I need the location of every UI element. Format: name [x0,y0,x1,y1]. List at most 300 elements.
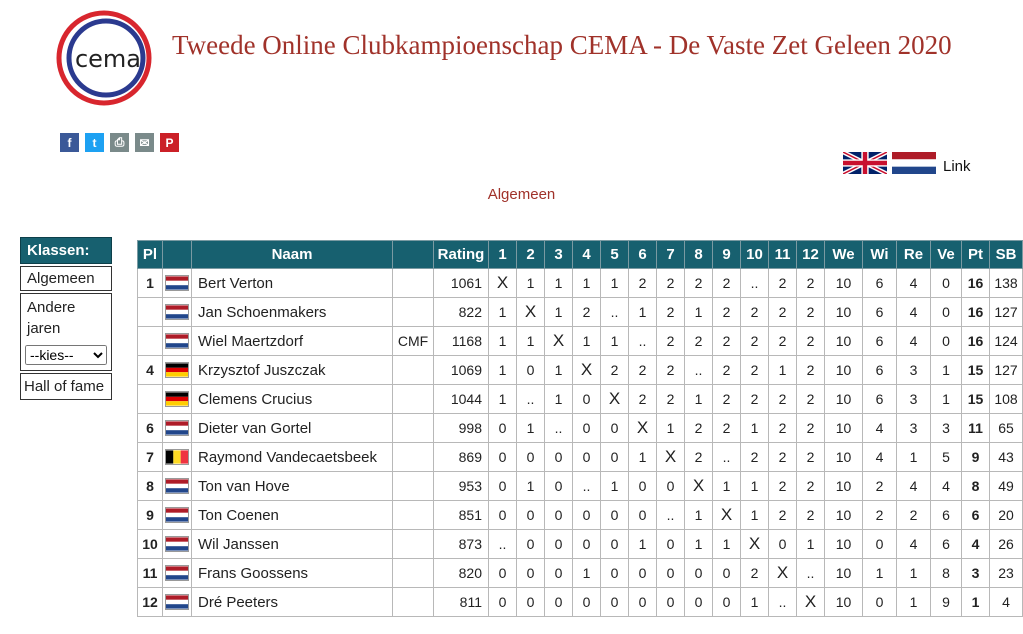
rating-cell: 873 [434,530,489,559]
points-cell: 15 [962,356,990,385]
result-cell: 0 [573,443,601,472]
column-header: 5 [601,241,629,269]
column-header: 6 [629,241,657,269]
games-cell: 10 [825,414,863,443]
losses-cell: 3 [931,414,962,443]
result-cell: 2 [685,269,713,298]
result-cell: 2 [629,356,657,385]
result-cell: X [685,472,713,501]
result-cell: 2 [713,414,741,443]
language-flags [843,152,936,174]
column-header [393,241,434,269]
losses-cell: 8 [931,559,962,588]
result-cell: 1 [545,298,573,327]
column-header: 1 [489,241,517,269]
sb-cell: 43 [990,443,1023,472]
draws-cell: 3 [897,356,931,385]
table-row [138,414,1023,443]
draws-cell: 4 [897,530,931,559]
result-cell: 2 [741,385,769,414]
result-cell: .. [545,414,573,443]
result-cell: 0 [517,530,545,559]
result-cell: 2 [713,356,741,385]
result-cell: 2 [657,298,685,327]
rating-cell: 869 [434,443,489,472]
column-header: 7 [657,241,685,269]
result-cell: 0 [545,501,573,530]
games-cell: 10 [825,472,863,501]
games-cell: 10 [825,327,863,356]
games-cell: 10 [825,559,863,588]
result-cell: 2 [797,356,825,385]
column-header: 8 [685,241,713,269]
result-cell: X [713,501,741,530]
result-cell: 2 [797,385,825,414]
player-title [393,472,434,501]
classes-header: Klassen: [20,237,112,264]
result-cell: 1 [741,588,769,617]
result-cell: 2 [797,327,825,356]
player-name[interactable]: Raymond Vandecaetsbeek [192,443,393,472]
result-cell: 0 [601,501,629,530]
flag-cell [163,298,192,327]
result-cell: 2 [769,385,797,414]
result-cell: 1 [545,356,573,385]
column-header: Wi [863,241,897,269]
result-cell: 0 [573,414,601,443]
result-cell: 1 [629,298,657,327]
result-cell: X [629,414,657,443]
result-cell: X [545,327,573,356]
player-name[interactable]: Ton van Hove [192,472,393,501]
result-cell: 1 [517,472,545,501]
result-cell: 1 [489,327,517,356]
result-cell: 2 [797,501,825,530]
flag-cell [163,385,192,414]
result-cell: .. [489,530,517,559]
page-title: Tweede Online Clubkampioenschap CEMA - De Vaste Zet Geleen 2020 [172,30,952,60]
flag-cell [163,530,192,559]
rating-cell: 822 [434,298,489,327]
player-title [393,530,434,559]
draws-cell: 4 [897,269,931,298]
column-header: Re [897,241,931,269]
result-cell: 1 [685,501,713,530]
result-cell: 1 [489,298,517,327]
result-cell: 0 [545,472,573,501]
result-cell: .. [769,588,797,617]
games-cell: 10 [825,530,863,559]
result-cell: 0 [685,588,713,617]
player-title [393,443,434,472]
result-cell: 0 [489,501,517,530]
wins-cell: 4 [863,414,897,443]
result-cell: 1 [545,385,573,414]
column-header: 2 [517,241,545,269]
result-cell: 2 [769,472,797,501]
standings-table [137,240,1023,617]
player-title [393,356,434,385]
table-row [138,327,1023,356]
losses-cell: 5 [931,443,962,472]
result-cell: 0 [489,414,517,443]
wins-cell: 6 [863,327,897,356]
draws-cell: 4 [897,327,931,356]
result-cell: 2 [713,385,741,414]
uk-flag-icon[interactable] [843,152,887,174]
table-row [138,530,1023,559]
table-header-row [138,241,1023,269]
section-subtitle: Algemeen [487,186,556,203]
result-cell: X [741,530,769,559]
losses-cell: 9 [931,588,962,617]
result-cell: 0 [545,559,573,588]
losses-cell: 4 [931,472,962,501]
place-cell [138,298,163,327]
column-header: 12 [797,241,825,269]
points-cell: 6 [962,501,990,530]
result-cell: 2 [741,356,769,385]
hall-of-fame-link[interactable]: Hall of fame [20,373,112,400]
de-flag-icon [165,362,189,378]
flag-cell [163,356,192,385]
pinterest-icon[interactable]: P [160,133,179,152]
sb-cell: 23 [990,559,1023,588]
result-cell: 1 [601,327,629,356]
table-row [138,356,1023,385]
result-cell: 0 [657,559,685,588]
games-cell: 10 [825,356,863,385]
class-algemeen[interactable]: Algemeen [20,266,112,291]
player-title [393,269,434,298]
flag-cell [163,588,192,617]
result-cell: 0 [573,588,601,617]
result-cell: X [769,559,797,588]
player-title [393,414,434,443]
player-title [393,298,434,327]
result-cell: 2 [769,414,797,443]
flag-cell [163,327,192,356]
column-header: 10 [741,241,769,269]
player-title [393,559,434,588]
result-cell: X [657,443,685,472]
result-cell: 2 [629,269,657,298]
result-cell: .. [517,385,545,414]
result-cell: 0 [769,530,797,559]
result-cell: 2 [713,298,741,327]
player-name[interactable]: Wil Janssen [192,530,393,559]
sb-cell: 127 [990,356,1023,385]
result-cell: 1 [573,559,601,588]
result-cell: .. [657,501,685,530]
sb-cell: 124 [990,327,1023,356]
draws-cell: 3 [897,385,931,414]
result-cell: 0 [517,588,545,617]
games-cell: 10 [825,269,863,298]
flag-cell [163,443,192,472]
nl-flag-icon [165,275,189,291]
flag-cell [163,414,192,443]
year-select[interactable] [25,345,107,365]
points-cell: 16 [962,269,990,298]
result-cell: 2 [741,443,769,472]
flag-cell [163,501,192,530]
be-flag-icon [165,449,189,465]
wins-cell: 6 [863,269,897,298]
player-name[interactable]: Ton Coenen [192,501,393,530]
losses-cell: 1 [931,356,962,385]
player-name[interactable]: Jan Schoenmakers [192,298,393,327]
result-cell: 2 [797,269,825,298]
flag-cell [163,472,192,501]
social-share-bar [60,133,179,152]
losses-cell: 6 [931,530,962,559]
result-cell: 0 [713,588,741,617]
print-icon[interactable]: ⎙ [110,133,129,152]
table-row [138,559,1023,588]
other-years-label: Andere jaren [27,299,76,337]
result-cell: 1 [601,472,629,501]
result-cell: 0 [489,472,517,501]
draws-cell: 1 [897,588,931,617]
place-cell [138,385,163,414]
result-cell: X [573,356,601,385]
column-header: Pl [138,241,163,269]
result-cell: 2 [741,327,769,356]
result-cell: 0 [545,530,573,559]
rating-cell: 811 [434,588,489,617]
player-name[interactable]: Krzysztof Juszczak [192,356,393,385]
result-cell: 0 [573,501,601,530]
column-header: 11 [769,241,797,269]
result-cell: 0 [629,588,657,617]
result-cell: 1 [573,327,601,356]
result-cell: 1 [685,385,713,414]
column-header [163,241,192,269]
player-name[interactable]: Clemens Crucius [192,385,393,414]
nl-flag-icon[interactable] [892,152,936,174]
result-cell: 2 [685,414,713,443]
column-header: We [825,241,863,269]
rating-cell: 1044 [434,385,489,414]
result-cell: 2 [769,501,797,530]
rating-cell: 851 [434,501,489,530]
points-cell: 3 [962,559,990,588]
table-row [138,472,1023,501]
sb-cell: 127 [990,298,1023,327]
points-cell: 11 [962,414,990,443]
player-name[interactable]: Dré Peeters [192,588,393,617]
draws-cell: 4 [897,298,931,327]
place-cell: 6 [138,414,163,443]
column-header: 3 [545,241,573,269]
nl-flag-icon [165,565,189,581]
result-cell: 1 [629,443,657,472]
flag-cell [163,269,192,298]
points-cell: 9 [962,443,990,472]
losses-cell: 0 [931,269,962,298]
player-name[interactable]: Frans Goossens [192,559,393,588]
result-cell: 0 [489,443,517,472]
points-cell: 16 [962,327,990,356]
result-cell: 0 [545,588,573,617]
column-header: 9 [713,241,741,269]
losses-cell: 0 [931,327,962,356]
column-header: Ve [931,241,962,269]
facebook-icon[interactable]: f [60,133,79,152]
result-cell: X [489,269,517,298]
games-cell: 10 [825,501,863,530]
result-cell: 2 [573,298,601,327]
rating-cell: 1069 [434,356,489,385]
player-title: CMF [393,327,434,356]
result-cell: 1 [517,327,545,356]
result-cell: 1 [741,472,769,501]
result-cell: 1 [741,414,769,443]
place-cell: 7 [138,443,163,472]
de-flag-icon [165,391,189,407]
result-cell: 0 [629,559,657,588]
points-cell: 1 [962,588,990,617]
result-cell: 0 [685,559,713,588]
result-cell: 0 [657,588,685,617]
place-cell: 11 [138,559,163,588]
player-name[interactable]: Dieter van Gortel [192,414,393,443]
result-cell: 0 [517,559,545,588]
table-row [138,501,1023,530]
result-cell: 2 [713,327,741,356]
result-cell: 0 [517,501,545,530]
nl-flag-icon [165,507,189,523]
rating-cell: 953 [434,472,489,501]
result-cell: 1 [601,269,629,298]
sb-cell: 20 [990,501,1023,530]
result-cell: 1 [545,269,573,298]
result-cell: 0 [573,530,601,559]
player-name[interactable]: Wiel Maertzdorf [192,327,393,356]
result-cell: 0 [601,443,629,472]
result-cell: 2 [657,385,685,414]
twitter-icon[interactable]: t [85,133,104,152]
result-cell: 2 [741,559,769,588]
other-years-box [20,293,112,371]
result-cell: 2 [657,356,685,385]
wins-cell: 0 [863,530,897,559]
wins-cell: 0 [863,588,897,617]
place-cell: 8 [138,472,163,501]
wins-cell: 2 [863,501,897,530]
player-name[interactable]: Bert Verton [192,269,393,298]
result-cell: .. [601,298,629,327]
rating-cell: 820 [434,559,489,588]
losses-cell: 1 [931,385,962,414]
link-anchor[interactable]: Link [943,158,971,175]
place-cell: 4 [138,356,163,385]
result-cell: 1 [489,385,517,414]
rating-cell: 1061 [434,269,489,298]
table-row [138,269,1023,298]
nl-flag-icon [165,420,189,436]
draws-cell: 3 [897,414,931,443]
cema-logo[interactable] [56,10,152,106]
table-row [138,443,1023,472]
result-cell: 0 [601,588,629,617]
result-cell: 2 [797,298,825,327]
result-cell: 1 [517,269,545,298]
result-cell: 0 [713,559,741,588]
games-cell: 10 [825,298,863,327]
games-cell: 10 [825,385,863,414]
player-title [393,588,434,617]
sb-cell: 108 [990,385,1023,414]
result-cell: .. [713,443,741,472]
result-cell: X [797,588,825,617]
games-cell: 10 [825,443,863,472]
result-cell: 1 [685,298,713,327]
result-cell: 2 [685,443,713,472]
result-cell: 2 [713,269,741,298]
result-cell: 0 [517,356,545,385]
table-row [138,588,1023,617]
result-cell: 1 [797,530,825,559]
wins-cell: 1 [863,559,897,588]
result-cell: 0 [517,443,545,472]
result-cell: 1 [685,530,713,559]
result-cell: .. [797,559,825,588]
email-icon[interactable]: ✉ [135,133,154,152]
table-row [138,385,1023,414]
result-cell: 0 [601,414,629,443]
result-cell: 1 [741,501,769,530]
nl-flag-icon [165,304,189,320]
result-cell: .. [685,356,713,385]
draws-cell: 1 [897,443,931,472]
column-header: SB [990,241,1023,269]
result-cell: 2 [769,269,797,298]
flag-cell [163,559,192,588]
result-cell: 2 [657,269,685,298]
result-cell: 2 [629,385,657,414]
result-cell: 0 [657,472,685,501]
wins-cell: 6 [863,298,897,327]
result-cell: 2 [685,327,713,356]
result-cell: 0 [629,472,657,501]
result-cell: 2 [769,298,797,327]
result-cell: 1 [489,356,517,385]
nl-flag-icon [165,478,189,494]
result-cell: 2 [797,414,825,443]
result-cell: X [601,385,629,414]
column-header: Rating [434,241,489,269]
nl-flag-icon [165,536,189,552]
points-cell: 15 [962,385,990,414]
points-cell: 16 [962,298,990,327]
player-title [393,501,434,530]
result-cell: 2 [769,443,797,472]
wins-cell: 2 [863,472,897,501]
place-cell: 10 [138,530,163,559]
result-cell: 1 [713,530,741,559]
result-cell: 2 [601,356,629,385]
place-cell [138,327,163,356]
result-cell: 0 [601,530,629,559]
draws-cell: 2 [897,501,931,530]
losses-cell: 0 [931,298,962,327]
sb-cell: 4 [990,588,1023,617]
player-title [393,385,434,414]
wins-cell: 4 [863,443,897,472]
result-cell: 2 [797,443,825,472]
